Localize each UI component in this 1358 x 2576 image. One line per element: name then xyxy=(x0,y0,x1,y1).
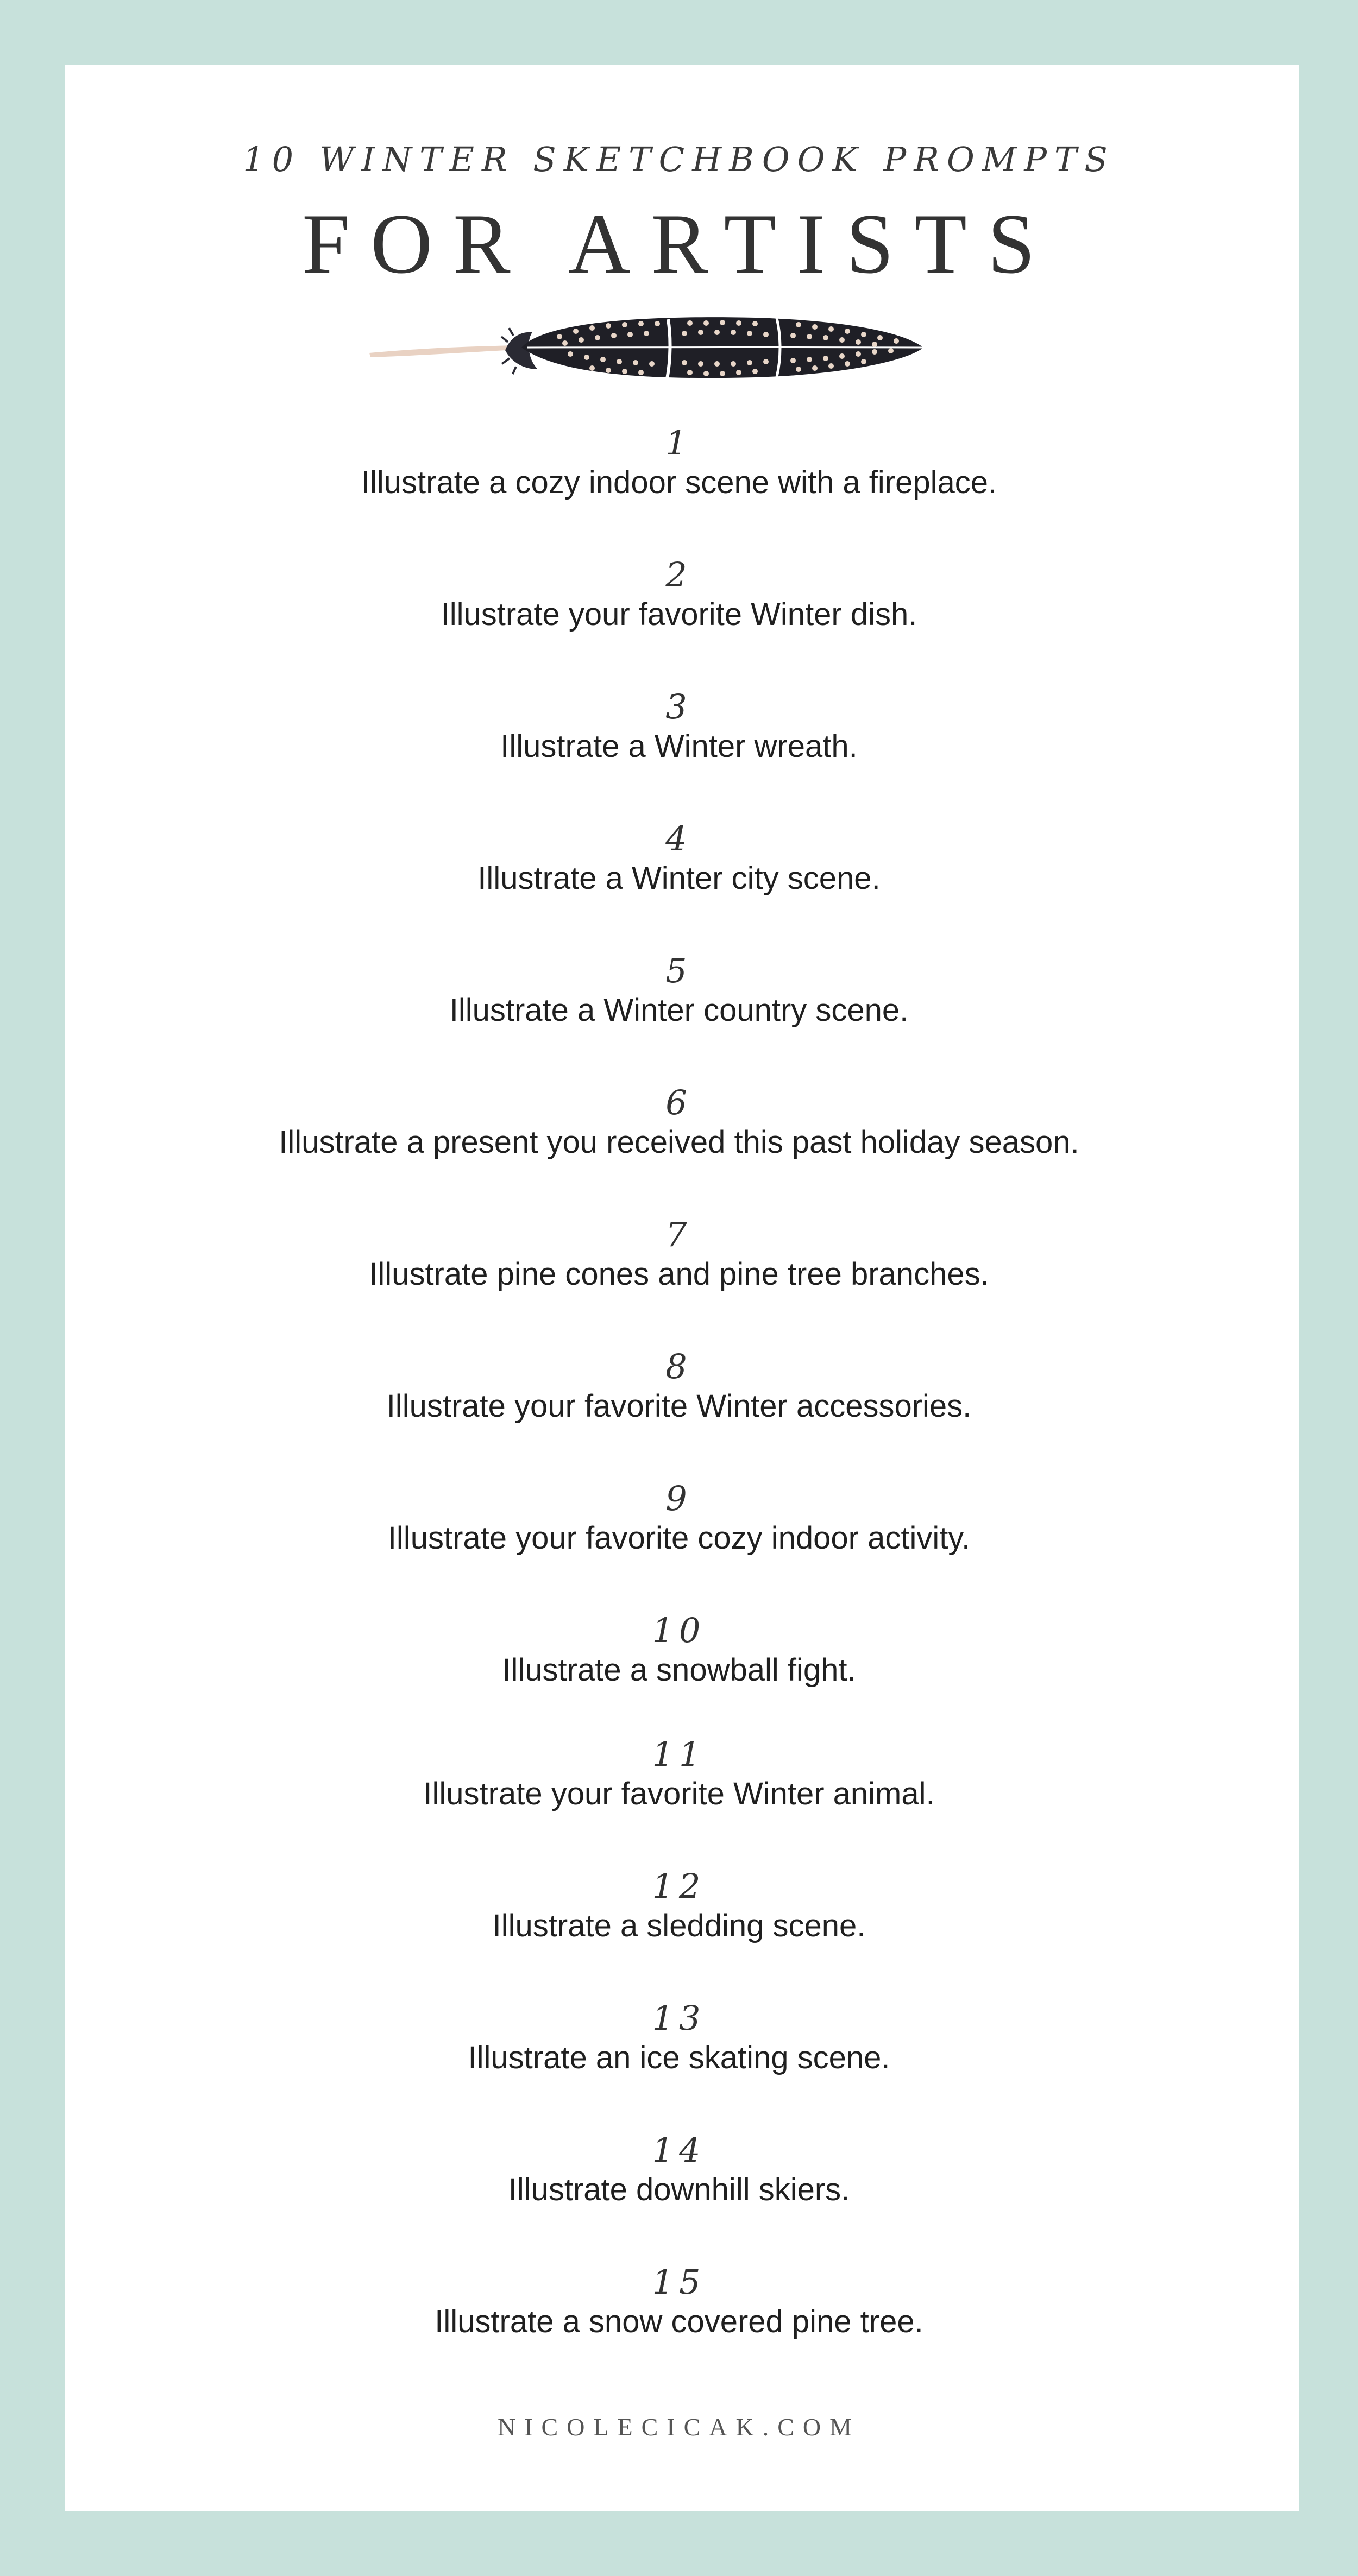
prompt-text: Illustrate a Winter country scene. xyxy=(449,993,909,1028)
list-item xyxy=(0,2263,1358,2342)
prompt-number: 9 xyxy=(665,1479,693,1518)
list-item xyxy=(0,1215,1358,1295)
prompt-number: 11 xyxy=(652,1734,706,1774)
footer-site-link[interactable]: NICOLECICAK.COM xyxy=(497,2413,861,2441)
list-item xyxy=(0,1611,1358,1690)
prompt-number: 4 xyxy=(665,819,693,858)
prompt-text: Illustrate a Winter wreath. xyxy=(500,729,858,764)
prompt-text: Illustrate a present you received this past holiday season. xyxy=(279,1125,1079,1160)
prompt-text: Illustrate an ice skating scene. xyxy=(468,2040,890,2075)
prompt-number: 6 xyxy=(665,1083,693,1122)
list-item xyxy=(0,1479,1358,1558)
prompt-text: Illustrate pine cones and pine tree branches. xyxy=(369,1257,989,1292)
prompt-text: Illustrate a cozy indoor scene with a fireplace. xyxy=(361,465,997,500)
list-item xyxy=(0,2131,1358,2210)
prompt-text: Illustrate a snow covered pine tree. xyxy=(435,2304,923,2339)
prompt-number: 8 xyxy=(665,1347,693,1386)
prompt-text: Illustrate a sledding scene. xyxy=(492,1908,866,1943)
feather-icon xyxy=(364,293,934,402)
prompt-number: 10 xyxy=(652,1611,706,1650)
list-item xyxy=(0,555,1358,635)
prompt-number: 13 xyxy=(652,1998,706,2038)
prompt-number: 14 xyxy=(652,2130,706,2170)
prompt-number: 15 xyxy=(652,2262,706,2302)
subtitle: 10 WINTER SKETCHBOOK PROMPTS xyxy=(243,140,1115,179)
prompt-number: 3 xyxy=(665,687,693,727)
prompt-text: Illustrate downhill skiers. xyxy=(508,2172,850,2207)
list-item xyxy=(0,687,1358,767)
list-item xyxy=(0,819,1358,899)
list-item xyxy=(0,951,1358,1031)
prompt-text: Illustrate your favorite Winter dish. xyxy=(441,597,917,632)
prompt-text: Illustrate your favorite Winter accessories. xyxy=(386,1388,972,1424)
list-item xyxy=(0,424,1358,503)
prompt-number: 2 xyxy=(665,555,693,595)
prompt-text: Illustrate your favorite cozy indoor activity. xyxy=(387,1520,971,1556)
prompt-number: 5 xyxy=(665,951,693,990)
prompt-number: 1 xyxy=(665,423,693,463)
list-item xyxy=(0,1347,1358,1426)
page-title: FOR ARTISTS xyxy=(302,197,1056,292)
list-item xyxy=(0,1083,1358,1163)
prompt-number: 7 xyxy=(665,1215,693,1254)
prompt-number: 12 xyxy=(652,1866,706,1906)
list-item xyxy=(0,1735,1358,1814)
prompt-text: Illustrate your favorite Winter animal. xyxy=(423,1776,935,1811)
prompt-text: Illustrate a Winter city scene. xyxy=(477,861,881,896)
list-item xyxy=(0,1867,1358,1946)
prompt-text: Illustrate a snowball fight. xyxy=(502,1652,856,1688)
list-item xyxy=(0,1999,1358,2078)
